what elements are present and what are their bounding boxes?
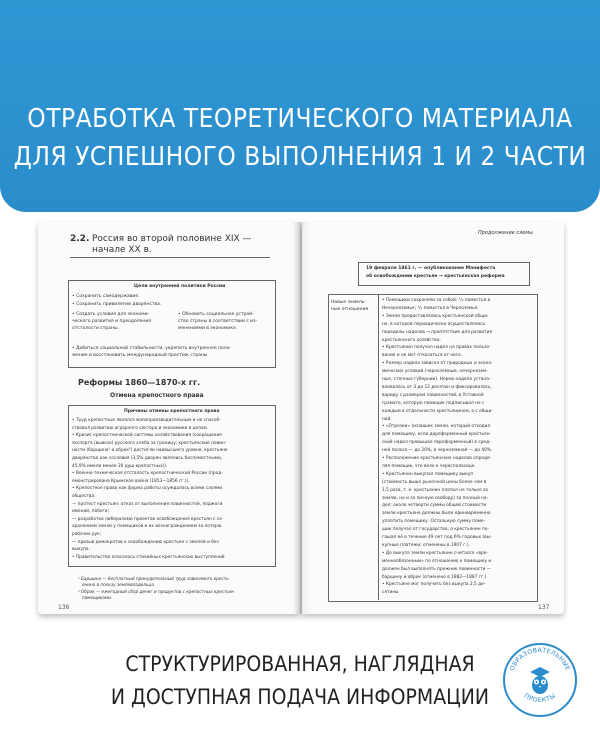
manifest-line-1: 19 февраля 1861 г. — опубликование Манифеста: [366, 266, 496, 271]
book-spine: [293, 222, 311, 614]
reform-item-line: 1,5 раза, т. е. крестьянин платил не только за: [382, 487, 488, 493]
reason-line: имений, побеги;: [72, 509, 110, 515]
reform-item-line: ной.: [382, 416, 392, 422]
right-page: [302, 222, 564, 614]
left-page: [38, 222, 300, 614]
goal-line: менениями в экономике.: [178, 326, 238, 331]
reform-item-line: • Крестьяне мог получить без выкупа 2,5 де-: [382, 582, 486, 588]
reason-line: — разработка либералами проектов освобождения крестьян с со-: [72, 516, 224, 522]
reform-item-line: • До выкупа земли крестьянин считался «вре-: [382, 550, 488, 556]
section-title-line-2: начале XX в.: [92, 245, 152, 255]
reform-item-line: меннообязанным» по отношению к помещику и: [382, 558, 492, 564]
reason-line: дворянства как сословия (3,5% дворян являлись беспоместными,: [72, 456, 223, 461]
reform-item-line: купные платежи; отменены в 1907 г.).: [382, 542, 470, 548]
reform-item-line: ные, степные губернии). Норма надела устана-: [382, 377, 491, 382]
page-header: Продолжение схемы: [478, 230, 533, 236]
reason-line: — протест крестьян: отказ от выполнения повинностей, поджоги: [72, 501, 223, 507]
logo-text-bottom: ПРОЕКТЫ: [522, 692, 558, 705]
footnote: ² Оброк — ежегодный сбор денег и продуктов с крепостных крестьян: [78, 589, 235, 594]
reform-item-line: мических условий (черноземные, нечернозем-: [382, 369, 488, 375]
reform-item-line: гашал её в течение 49 лет под 6% годовых (вы-: [382, 535, 492, 540]
reform-item-line: лял помещик, что вело к чересполосице.: [382, 463, 476, 469]
reform-item-line: • Помещики сохраняли за собой: ¹/₃ поместья в: [382, 298, 491, 303]
publisher-logo: [500, 640, 580, 720]
banner-title-line-2: ДЛЯ УСПЕШНОГО ВЫПОЛНЕНИЯ 1 И 2 ЧАСТИ: [13, 142, 587, 172]
goals-table-title: Цели внутренней политики России: [134, 284, 226, 289]
reasons-table-title: Причины отмены крепостного права: [124, 409, 220, 414]
reform-item-line: • Расположение крестьянских наделов опреде-: [382, 456, 492, 461]
reason-line: 45,9% имели менее 20 душ крепостных)).: [72, 463, 168, 469]
reform-item-line: вания и не мог отказаться от него.: [382, 353, 463, 359]
reason-line: ности (барщина¹ и оброк²) достигли наивысшего уровня, крестьяне: [72, 448, 228, 454]
reform-item-line: переделы наделов → препятствие для развития: [382, 329, 493, 335]
reason-line: общества:: [72, 494, 96, 499]
owl-icon: [530, 667, 550, 694]
open-book: [38, 222, 564, 620]
reason-line: • Военно-техническая отсталость крепостнической России (прод-: [72, 471, 223, 477]
reform-item-line: для помещику, если дореформенный крестьян-: [382, 432, 491, 438]
reform-item-line: вливалась от 3 до 12 десятин и фиксировалась,: [382, 384, 492, 390]
reform-item-line: сятины: [382, 590, 399, 596]
section-number: 2.2.: [70, 234, 90, 244]
goal-line: • Обновить социальное устрой-: [178, 312, 254, 317]
banner-title-line-1: ОТРАБОТКА ТЕОРЕТИЧЕСКОГО МАТЕРИАЛА: [27, 104, 573, 134]
reform-item-line: • Размер надела зависел от природных и эконо-: [382, 361, 493, 367]
goal-line: ство страны в соответствии с из-: [178, 319, 258, 324]
side-label-line-2: ные отношения: [331, 307, 369, 312]
reason-line: ствовал развитию аграрного сектора и экономики в целом.: [72, 425, 209, 431]
reason-line: емонстрирована Крымская война (1853—1856 гг.)).: [72, 478, 190, 484]
reason-line: экспорта (вывоза) русского хлеба за границу; крестьянские повин-: [72, 440, 227, 446]
reforms-heading: Реформы 1860—1870-х гг.: [78, 378, 201, 387]
reason-line: • Труд крепостных являлся малопроизводительным и не способ-: [72, 418, 221, 423]
reason-line: рабочих рук;: [72, 532, 102, 537]
goal-line: • Создать условия для экономи-: [72, 312, 150, 317]
reason-line: хранением земли у помещиков и их вознаграждением за потерю: [72, 524, 222, 530]
reform-item-line: грамоте, которую помещик подписывал не с: [382, 400, 485, 406]
reform-item-line: Нечерноземье; ¹/₂ поместья в Черноземье.: [382, 305, 479, 311]
reform-item-line: • Земли предоставлялись крестьянской общи-: [382, 313, 489, 319]
reform-item-line: • «Отрезки» (излишек земли, который отходил: [382, 424, 491, 430]
reform-item-line: барщину и оброк (отменено в 1882—1887 гг.).: [382, 574, 488, 580]
section-title-line-1: Россия во второй половине XIX —: [92, 234, 252, 244]
reform-item-line: не, в которой периодически осуществлялись: [382, 321, 486, 327]
footnote: янина в пользу землевладельца.: [82, 582, 156, 587]
page-number-left: 136: [58, 604, 70, 611]
reform-item-line: каждым в отдельности крестьянином, а с общи-: [382, 408, 493, 414]
manifest-line-2: об освобождении крестьян → крестьянская реформа: [366, 274, 505, 279]
reform-item-line: крестьянского хозяйства.: [382, 337, 441, 343]
bottom-caption-line-2: И ДОСТУПНАЯ ПОДАЧА ИНФОРМАЦИИ: [110, 685, 490, 709]
reform-item-line: ский надел превышал пореформенный) в сред-: [382, 440, 491, 446]
reform-item-line: землю, но и за личную свободу) за полный на-: [382, 495, 489, 501]
reform-item-line: • Крестьянин получал надел на правах пользо-: [382, 345, 491, 351]
reason-line: — призыв демократов к освобождению крестьян с землей и без: [72, 539, 219, 545]
reason-line: • Правительство опасалось стихийных крестьянских выступлений: [72, 554, 225, 560]
goal-line: жение и восстановить международный престиж страны: [72, 353, 208, 358]
side-label-line-1: Новые земель-: [331, 300, 367, 305]
reform-item-line: уплатить помещику. Остальную сумму поме-: [382, 519, 486, 525]
goal-line: • Сохранить привилегии дворянства.: [72, 302, 162, 307]
logo-text-top: ОБРАЗОВАТЕЛЬНЫЕ: [508, 646, 572, 672]
footnote: ¹ Барщина — бесплатный принудительный труд зависимого кресть-: [78, 576, 231, 581]
goal-line: ческого развития и преодоления: [72, 319, 151, 324]
footnote: помещиками.: [82, 595, 113, 600]
reason-line: • Кризис крепостнической системы хозяйствования (сокращение: [72, 433, 222, 439]
reform-item-line: вариду с размером повинностей, в Уставной: [382, 392, 484, 398]
page-number-right: 137: [538, 604, 550, 611]
reform-item-line: должен был выполнять прежние повинности —: [382, 566, 492, 572]
abolition-heading: Отмена крепостного права: [110, 392, 204, 399]
reform-item-line: щик получал от государства, а крестьянин по-: [382, 527, 489, 533]
reform-item-line: земли крестьяне должны были единовременно: [382, 511, 491, 517]
reason-line: • Крепостное право как форма работы осуждалась всеми слоями: [72, 486, 223, 492]
reform-item-line: (стоимость выше рыночной цены более чем в: [382, 479, 487, 485]
goal-line: отсталости страны.: [72, 326, 119, 331]
goal-line: • Сохранить самодержавие.: [72, 294, 140, 299]
bottom-caption-line-1: СТРУКТУРИРОВАННАЯ, НАГЛЯДНАЯ: [125, 652, 475, 676]
reform-item-line: • Крестьянин выкупал помещику выкуп: [382, 471, 474, 477]
banner-title: [0, 100, 600, 176]
reform-item-line: дел: около четверти суммы общей стоимости: [382, 503, 487, 509]
section-rule: [70, 257, 270, 258]
reform-item-line: ней полосе — до 20%, в черноземной — до 40%.: [382, 448, 493, 454]
table-divider: [378, 294, 379, 600]
goal-line: • Добиться социальной стабильности, укрепить внутреннее поло-: [72, 346, 232, 351]
reason-line: выкупа.: [72, 547, 90, 553]
